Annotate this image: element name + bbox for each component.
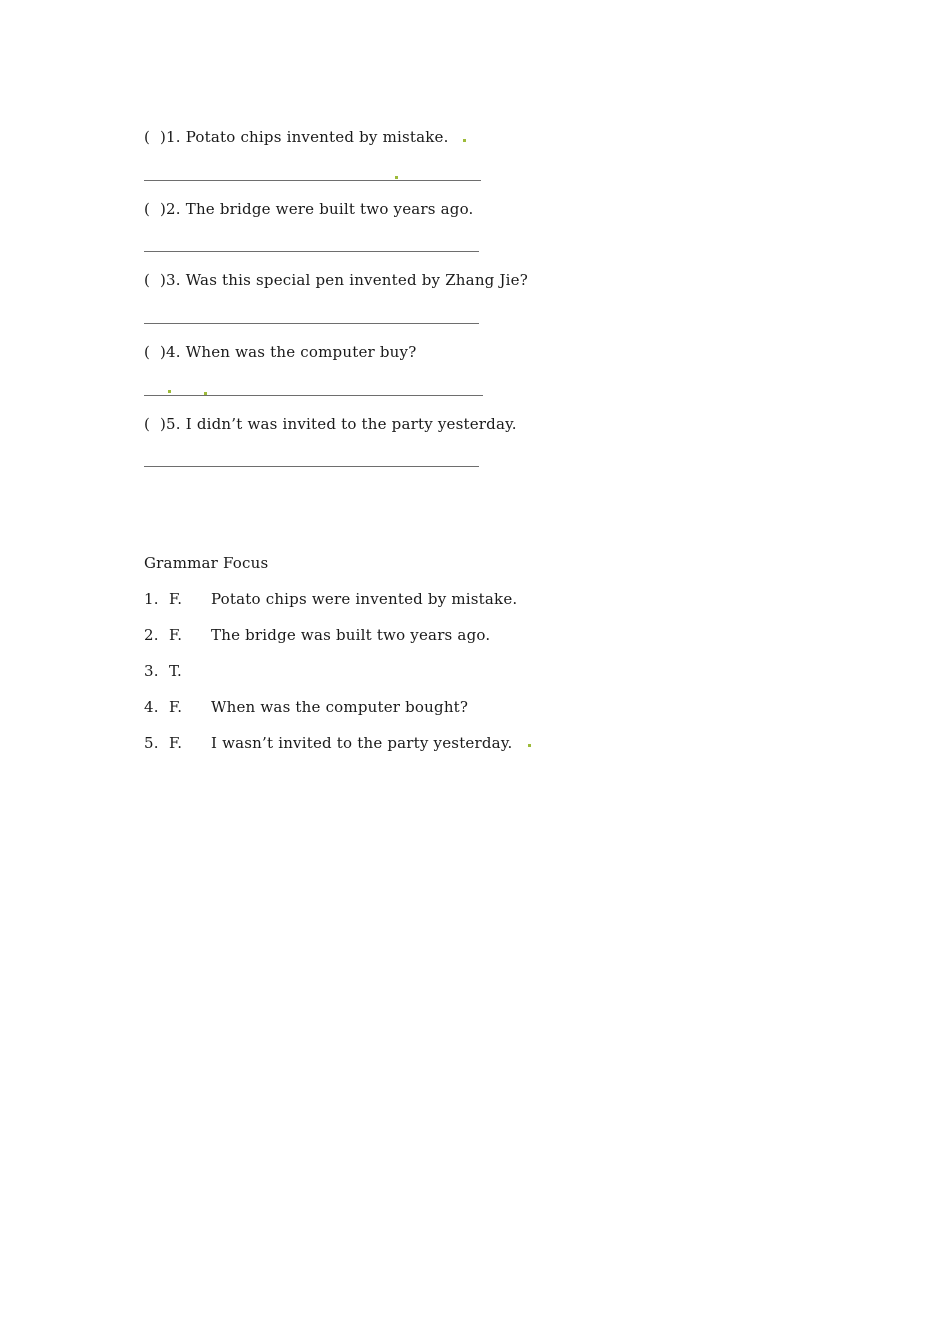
scan-speck xyxy=(528,744,531,747)
answer-item-5 xyxy=(144,734,512,752)
exercise-item-2 xyxy=(144,200,474,218)
answer-mark: F. xyxy=(169,590,183,608)
item-sentence: Potato chips invented by mistake. xyxy=(185,128,449,146)
answer-item-4 xyxy=(144,698,468,716)
item-number: 4. xyxy=(166,343,181,361)
exercise-item-4 xyxy=(144,343,416,361)
answer-number: 4. xyxy=(144,698,159,716)
answer-number: 2. xyxy=(144,626,159,644)
item-number: 3. xyxy=(166,271,181,289)
answer-number: 5. xyxy=(144,734,159,752)
answer-line-5 xyxy=(144,466,479,467)
answer-item-3 xyxy=(144,662,211,680)
exercise-item-3 xyxy=(144,271,528,289)
answer-line-1 xyxy=(144,180,481,181)
answer-text: The bridge was built two years ago. xyxy=(211,626,491,644)
answer-bracket: ( ) xyxy=(144,415,167,433)
answer-line-4 xyxy=(144,395,483,396)
answer-line-2 xyxy=(144,251,479,252)
answer-text: Potato chips were invented by mistake. xyxy=(211,590,518,608)
answer-text: When was the computer bought? xyxy=(211,698,469,716)
answer-number: 1. xyxy=(144,590,159,608)
scan-speck xyxy=(168,390,171,393)
answer-mark: F. xyxy=(169,698,183,716)
scan-speck xyxy=(204,392,207,395)
answer-mark: F. xyxy=(169,734,183,752)
answer-mark: T. xyxy=(169,662,182,680)
item-sentence: I didn’t was invited to the party yesterday. xyxy=(185,415,517,433)
answer-mark: F. xyxy=(169,626,183,644)
answer-line-3 xyxy=(144,323,479,324)
exercise-item-5 xyxy=(144,415,517,433)
answer-text: I wasn’t invited to the party yesterday. xyxy=(211,734,513,752)
answer-bracket: ( ) xyxy=(144,343,167,361)
exercise-item-1 xyxy=(144,128,449,146)
section-title: Grammar Focus xyxy=(144,554,269,572)
item-sentence: When was the computer buy? xyxy=(185,343,417,361)
item-number: 2. xyxy=(166,200,181,218)
item-number: 1. xyxy=(166,128,181,146)
answer-item-1 xyxy=(144,590,517,608)
scan-speck xyxy=(463,139,466,142)
answer-number: 3. xyxy=(144,662,159,680)
answer-bracket: ( ) xyxy=(144,200,167,218)
item-sentence: Was this special pen invented by Zhang Jie? xyxy=(185,271,528,289)
item-number: 5. xyxy=(166,415,181,433)
answer-bracket: ( ) xyxy=(144,128,167,146)
scan-speck xyxy=(395,176,398,179)
item-sentence: The bridge were built two years ago. xyxy=(185,200,474,218)
answer-item-2 xyxy=(144,626,490,644)
answer-bracket: ( ) xyxy=(144,271,167,289)
